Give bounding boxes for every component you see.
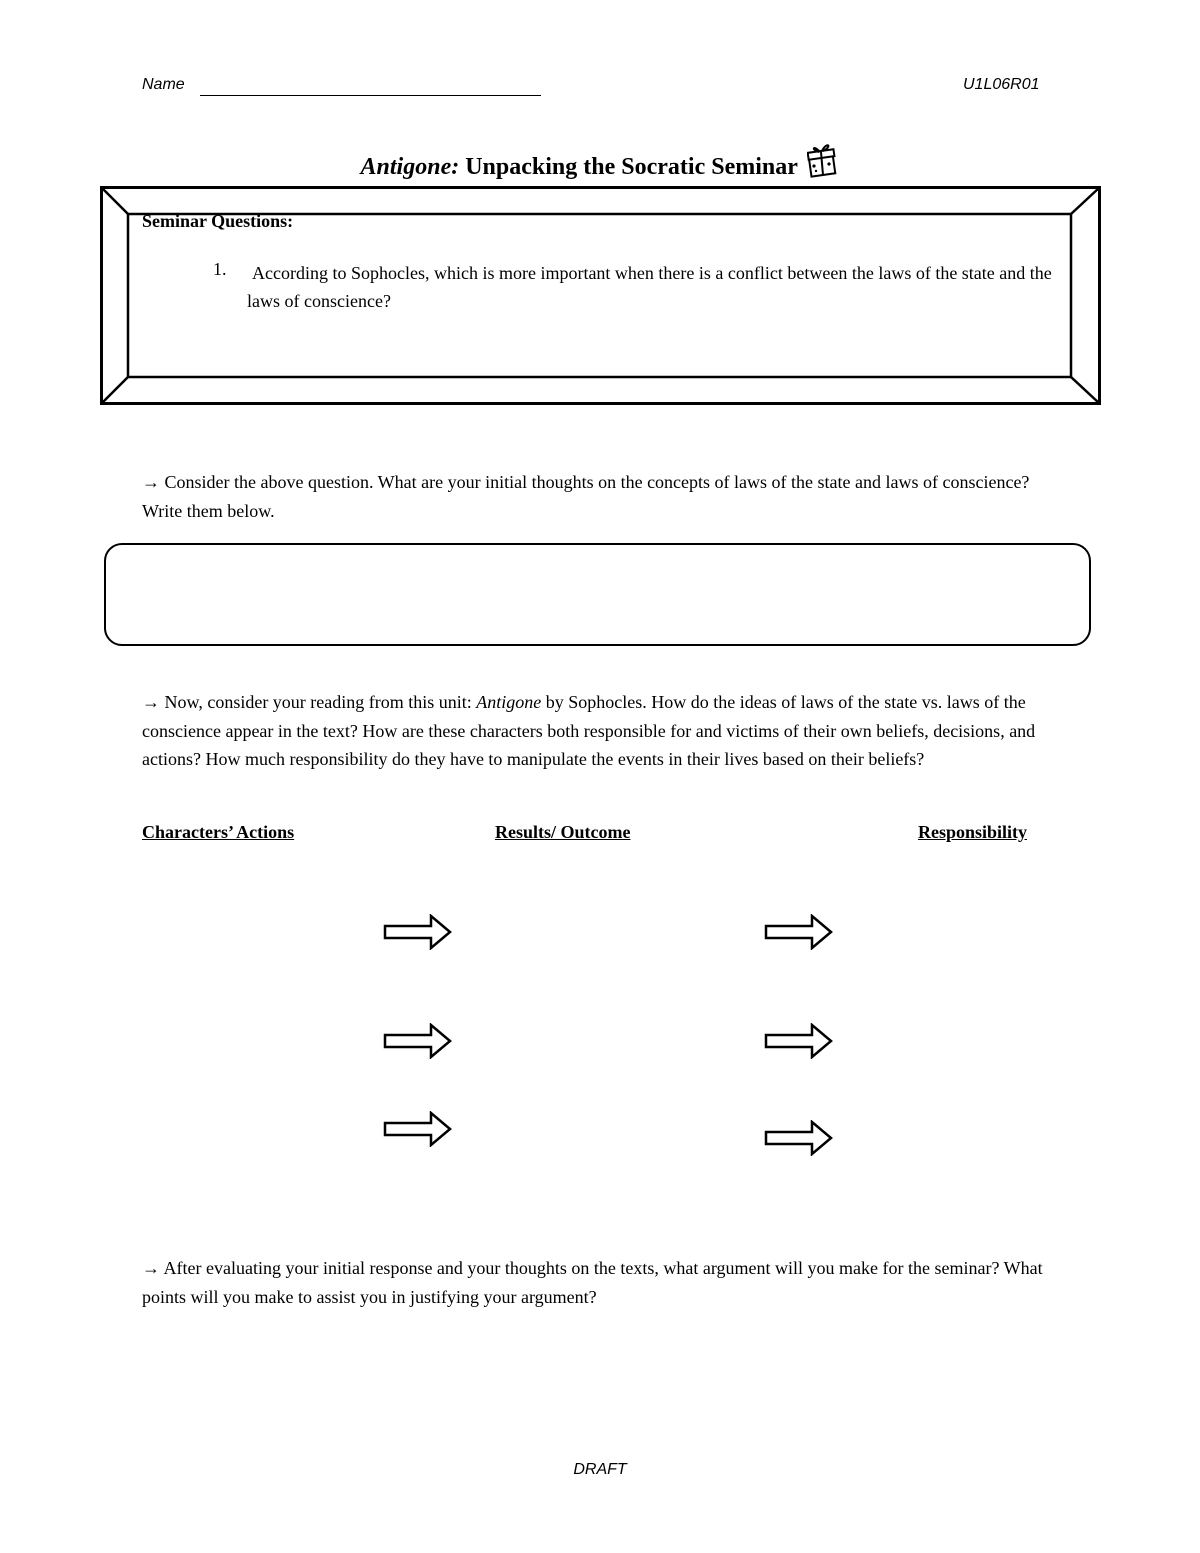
prompt-reading	[142, 688, 1067, 774]
column-header-results: Results/ Outcome	[495, 822, 631, 842]
column-header-actions: Characters’ Actions	[142, 822, 295, 842]
arrow-right-icon: →	[142, 472, 160, 492]
answer-box[interactable]	[104, 543, 1091, 646]
flow-arrow-icon	[764, 1023, 834, 1059]
question-text: According to Sophocles, which is more important when there is a conflict between the laws of the state and the laws of conscience?	[247, 263, 1052, 311]
prompt-argument	[142, 1254, 1067, 1311]
prompt-initial-thoughts	[142, 468, 1042, 525]
prompt-text-start: Now, consider your reading from this unit:	[164, 692, 472, 712]
gift-icon	[807, 142, 839, 185]
title-italic: Antigone:	[360, 154, 460, 180]
question-number: 1.	[213, 259, 227, 279]
name-field-line[interactable]	[200, 95, 541, 96]
arrow-right-icon: →	[142, 1258, 160, 1278]
title-rest: Unpacking the Socratic Seminar	[465, 154, 798, 180]
column-header-responsibility: Responsibility	[918, 822, 1028, 842]
page-title	[0, 142, 1200, 185]
flow-arrow-icon	[383, 914, 453, 950]
flow-arrow-icon	[764, 1120, 834, 1156]
name-label: Name	[142, 76, 185, 93]
flow-arrow-icon	[764, 914, 834, 950]
prompt-text: After evaluating your initial response and your thoughts on the texts, what argument will you make for the seminar? What points will you make to assist you in justifying your argument?	[142, 1258, 1043, 1307]
book-title: Antigone	[476, 692, 542, 712]
seminar-questions-label: Seminar Questions:	[142, 211, 294, 231]
prompt-text: Consider the above question. What are your initial thoughts on the concepts of laws of the state and laws of conscience? Write them below.	[142, 472, 1030, 521]
footer-draft-label: DRAFT	[573, 1461, 627, 1478]
flow-arrow-icon	[383, 1111, 453, 1147]
document-code: U1L06R01	[963, 76, 1040, 93]
prompt-text-end: by Sophocles. How do the ideas of laws of the state vs. laws of the conscience appear in the text? How are these characters both responsible for and victims of their own beliefs, decisions, and actions? How much responsibility do they have to manipulate the events in their lives based on their beliefs?	[142, 692, 1036, 769]
flow-arrow-icon	[383, 1023, 453, 1059]
arrow-right-icon: →	[142, 692, 160, 712]
